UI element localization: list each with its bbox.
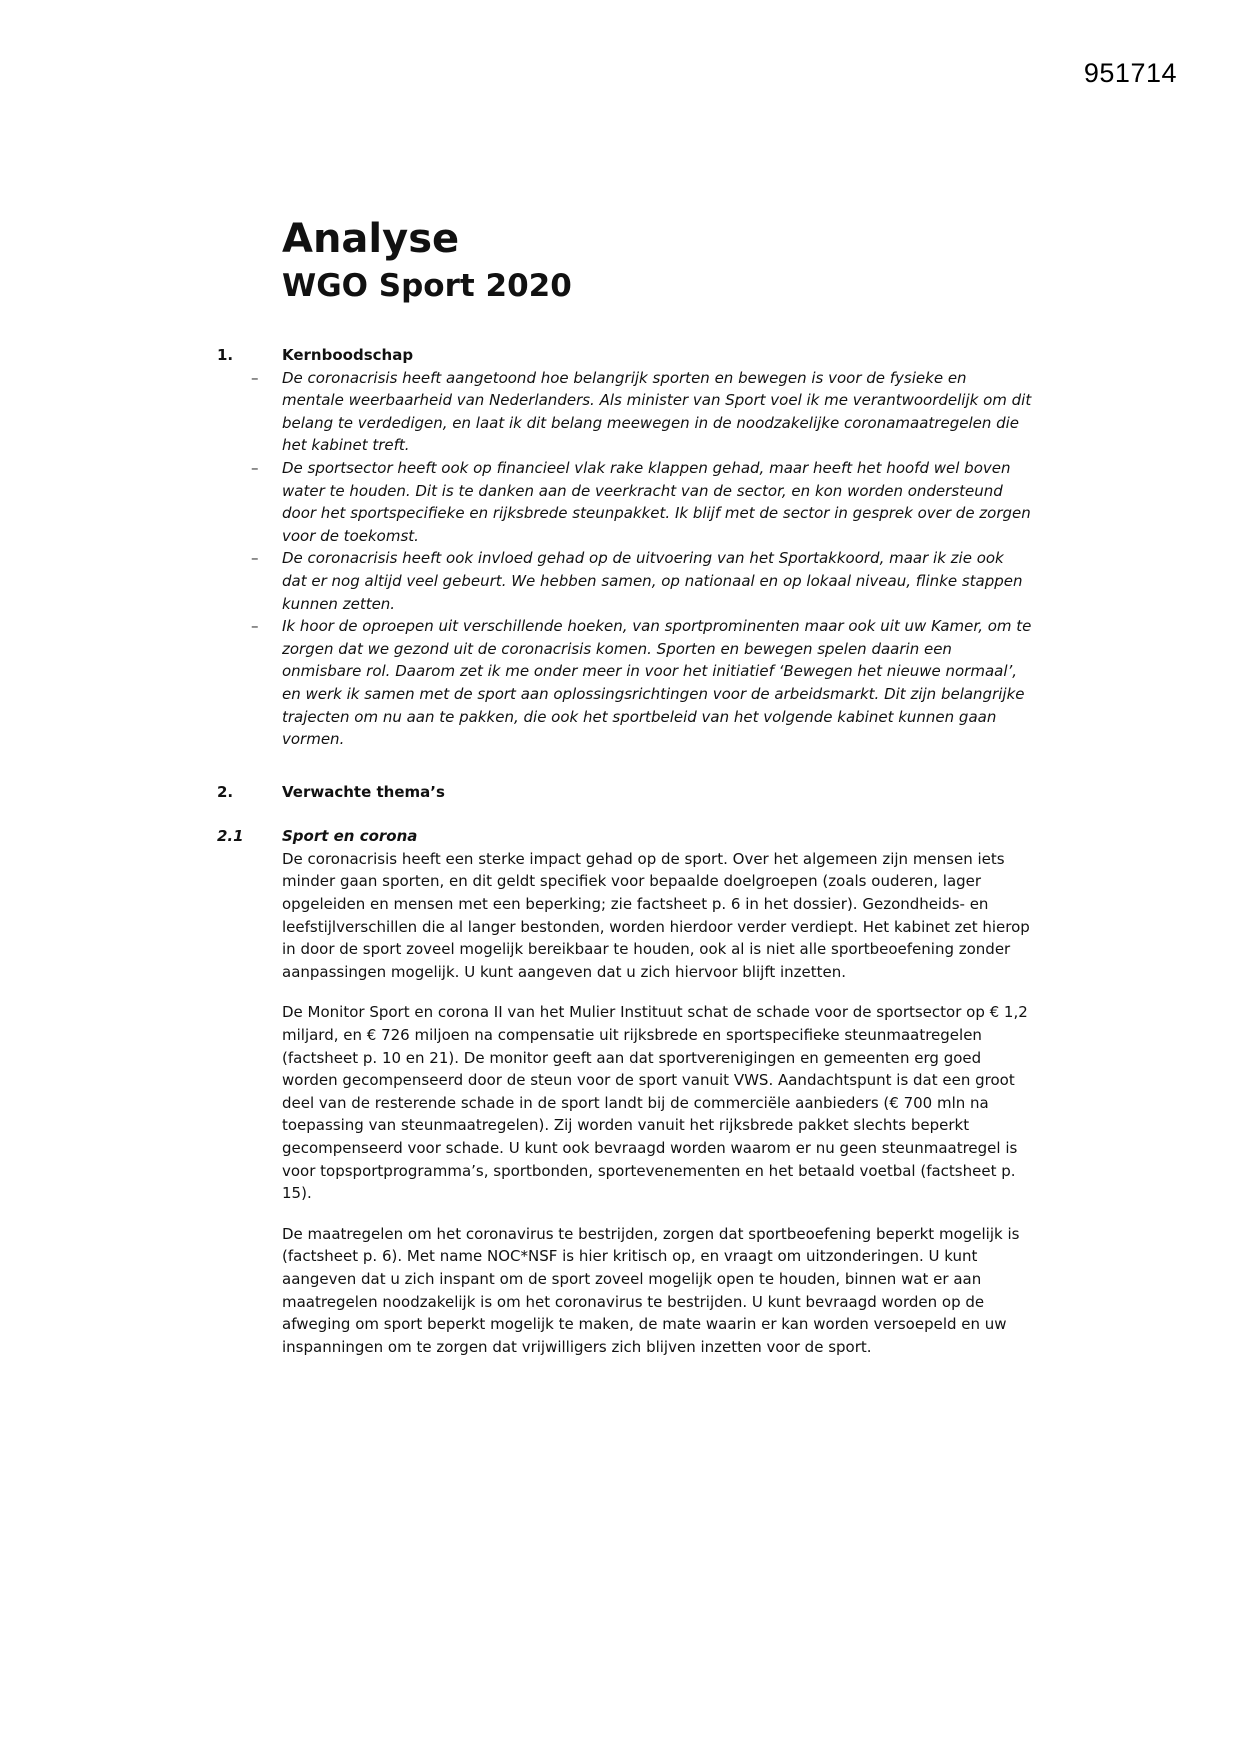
kernboodschap-list — [282, 367, 1032, 751]
page-title: Analyse — [282, 216, 460, 262]
list-item: – Ik hoor de oproepen uit verschillende hoeken, van sportprominenten maar ook uit uw Kamer, om te zorgen dat we gezond uit de coronacrisis komen. Sporten en bewegen spelen daarin een onmisbare rol. Daarom zet ik me onder meer in voor het initiatief ‘Bewegen het nieuwe normaal’, en werk ik samen met de sport aan oplossingsrichtingen voor de arbeidsmarkt. Dit zijn belangrijke trajecten om nu aan te pakken, die ook het sportbeleid van het volgende kabinet kunnen gaan vormen. — [282, 615, 1032, 751]
section-2 — [0, 781, 1032, 804]
list-item: – De coronacrisis heeft aangetoond hoe belangrijk sporten en bewegen is voor de fysieke en mentale weerbaarheid van Nederlanders. Als minister van Sport voel ik me verantwoordelijk om dit belang te verdedigen, en laat ik dit belang meewegen in de noodzakelijke coronamaatregelen die het kabinet treft. — [282, 367, 1032, 457]
section-2-1-heading: Sport en corona — [282, 827, 418, 846]
section-2-1 — [0, 825, 1032, 1358]
list-item: – De coronacrisis heeft ook invloed gehad op de uitvoering van het Sportakkoord, maar ik zie ook dat er nog altijd veel gebeurt. We hebben samen, op nationaal en op lokaal niveau, flinke stappen kunnen zetten. — [282, 547, 1032, 615]
paragraph: De maatregelen om het coronavirus te bestrijden, zorgen dat sportbeoefening beperkt mogelijk is (factsheet p. 6). Met name NOC*NSF is hier kritisch op, en vraagt om uitzonderingen. U kunt aangeven dat u zich inspant om de sport zoveel mogelijk open te houden, binnen wat er aan maatregelen noodzakelijk is om het coronavirus te bestrijden. U kunt bevraagd worden op de afweging om sport beperkt mogelijk te maken, de mate waarin er kan worden versoepeld en uw inspanningen om te zorgen dat vrijwilligers zich blijven inzetten voor de sport. — [282, 1224, 1020, 1356]
section-1-number: 1. — [217, 346, 234, 364]
page-subtitle: WGO Sport 2020 — [282, 268, 572, 304]
paragraph: De Monitor Sport en corona II van het Mulier Instituut schat de schade voor de sportsector op € 1,2 miljard, en € 726 miljoen na compensatie uit rijksbrede en sportspecifieke steunmaatregelen (factsheet p. 10 en 21). De monitor geeft aan dat sportverenigingen en gemeenten erg goed worden gecompenseerd door de steun voor de sport vanuit VWS. Aandachtspunt is dat een groot deel van de resterende schade in de sport landt bij de commerciële aanbieders (€ 700 mln na toepassing van steunmaatregelen). Zij worden vanuit het rijksbrede pakket slechts beperkt gecompenseerd voor schade. U kunt ook bevraagd worden waarom er nu geen steunmaatregel is voor topsportprogramma’s, sportbonden, sportevenementen en het betaald voetbal (factsheet p. 15). — [282, 1003, 1028, 1203]
section-2-1-number: 2.1 — [217, 827, 244, 846]
title-block — [282, 214, 1042, 306]
section-2-number: 2. — [217, 782, 234, 801]
section-2-heading: Verwachte thema’s — [282, 782, 445, 801]
section-1 — [0, 344, 1032, 751]
paragraph: De coronacrisis heeft een sterke impact gehad op de sport. Over het algemeen zijn mensen iets minder gaan sporten, en dit geldt specifiek voor bepaalde doelgroepen (zoals ouderen, lager opgeleiden en mensen met een beperking; zie factsheet p. 6 in het dossier). Gezondheids- en leefstijlverschillen die al langer bestonden, worden hierdoor verder verdiept. Het kabinet zet hierop in door de sport zoveel mogelijk bereikbaar te houden, ook al is niet alle sportbeoefening zonder aanpassingen mogelijk. U kunt aangeven dat u zich hiervoor blijft inzetten. — [282, 849, 1030, 981]
list-item: – De sportsector heeft ook op financieel vlak rake klappen gehad, maar heeft het hoofd wel boven water te houden. Dit is te danken aan de veerkracht van de sector, en kon worden ondersteund door het sportspecifieke en rijksbrede steunpakket. Ik blijf met de sector in gesprek over de zorgen voor de toekomst. — [282, 457, 1032, 547]
section-1-heading: Kernboodschap — [282, 346, 414, 364]
document-number: 951714 — [1083, 58, 1177, 88]
document-body — [0, 344, 1241, 1358]
